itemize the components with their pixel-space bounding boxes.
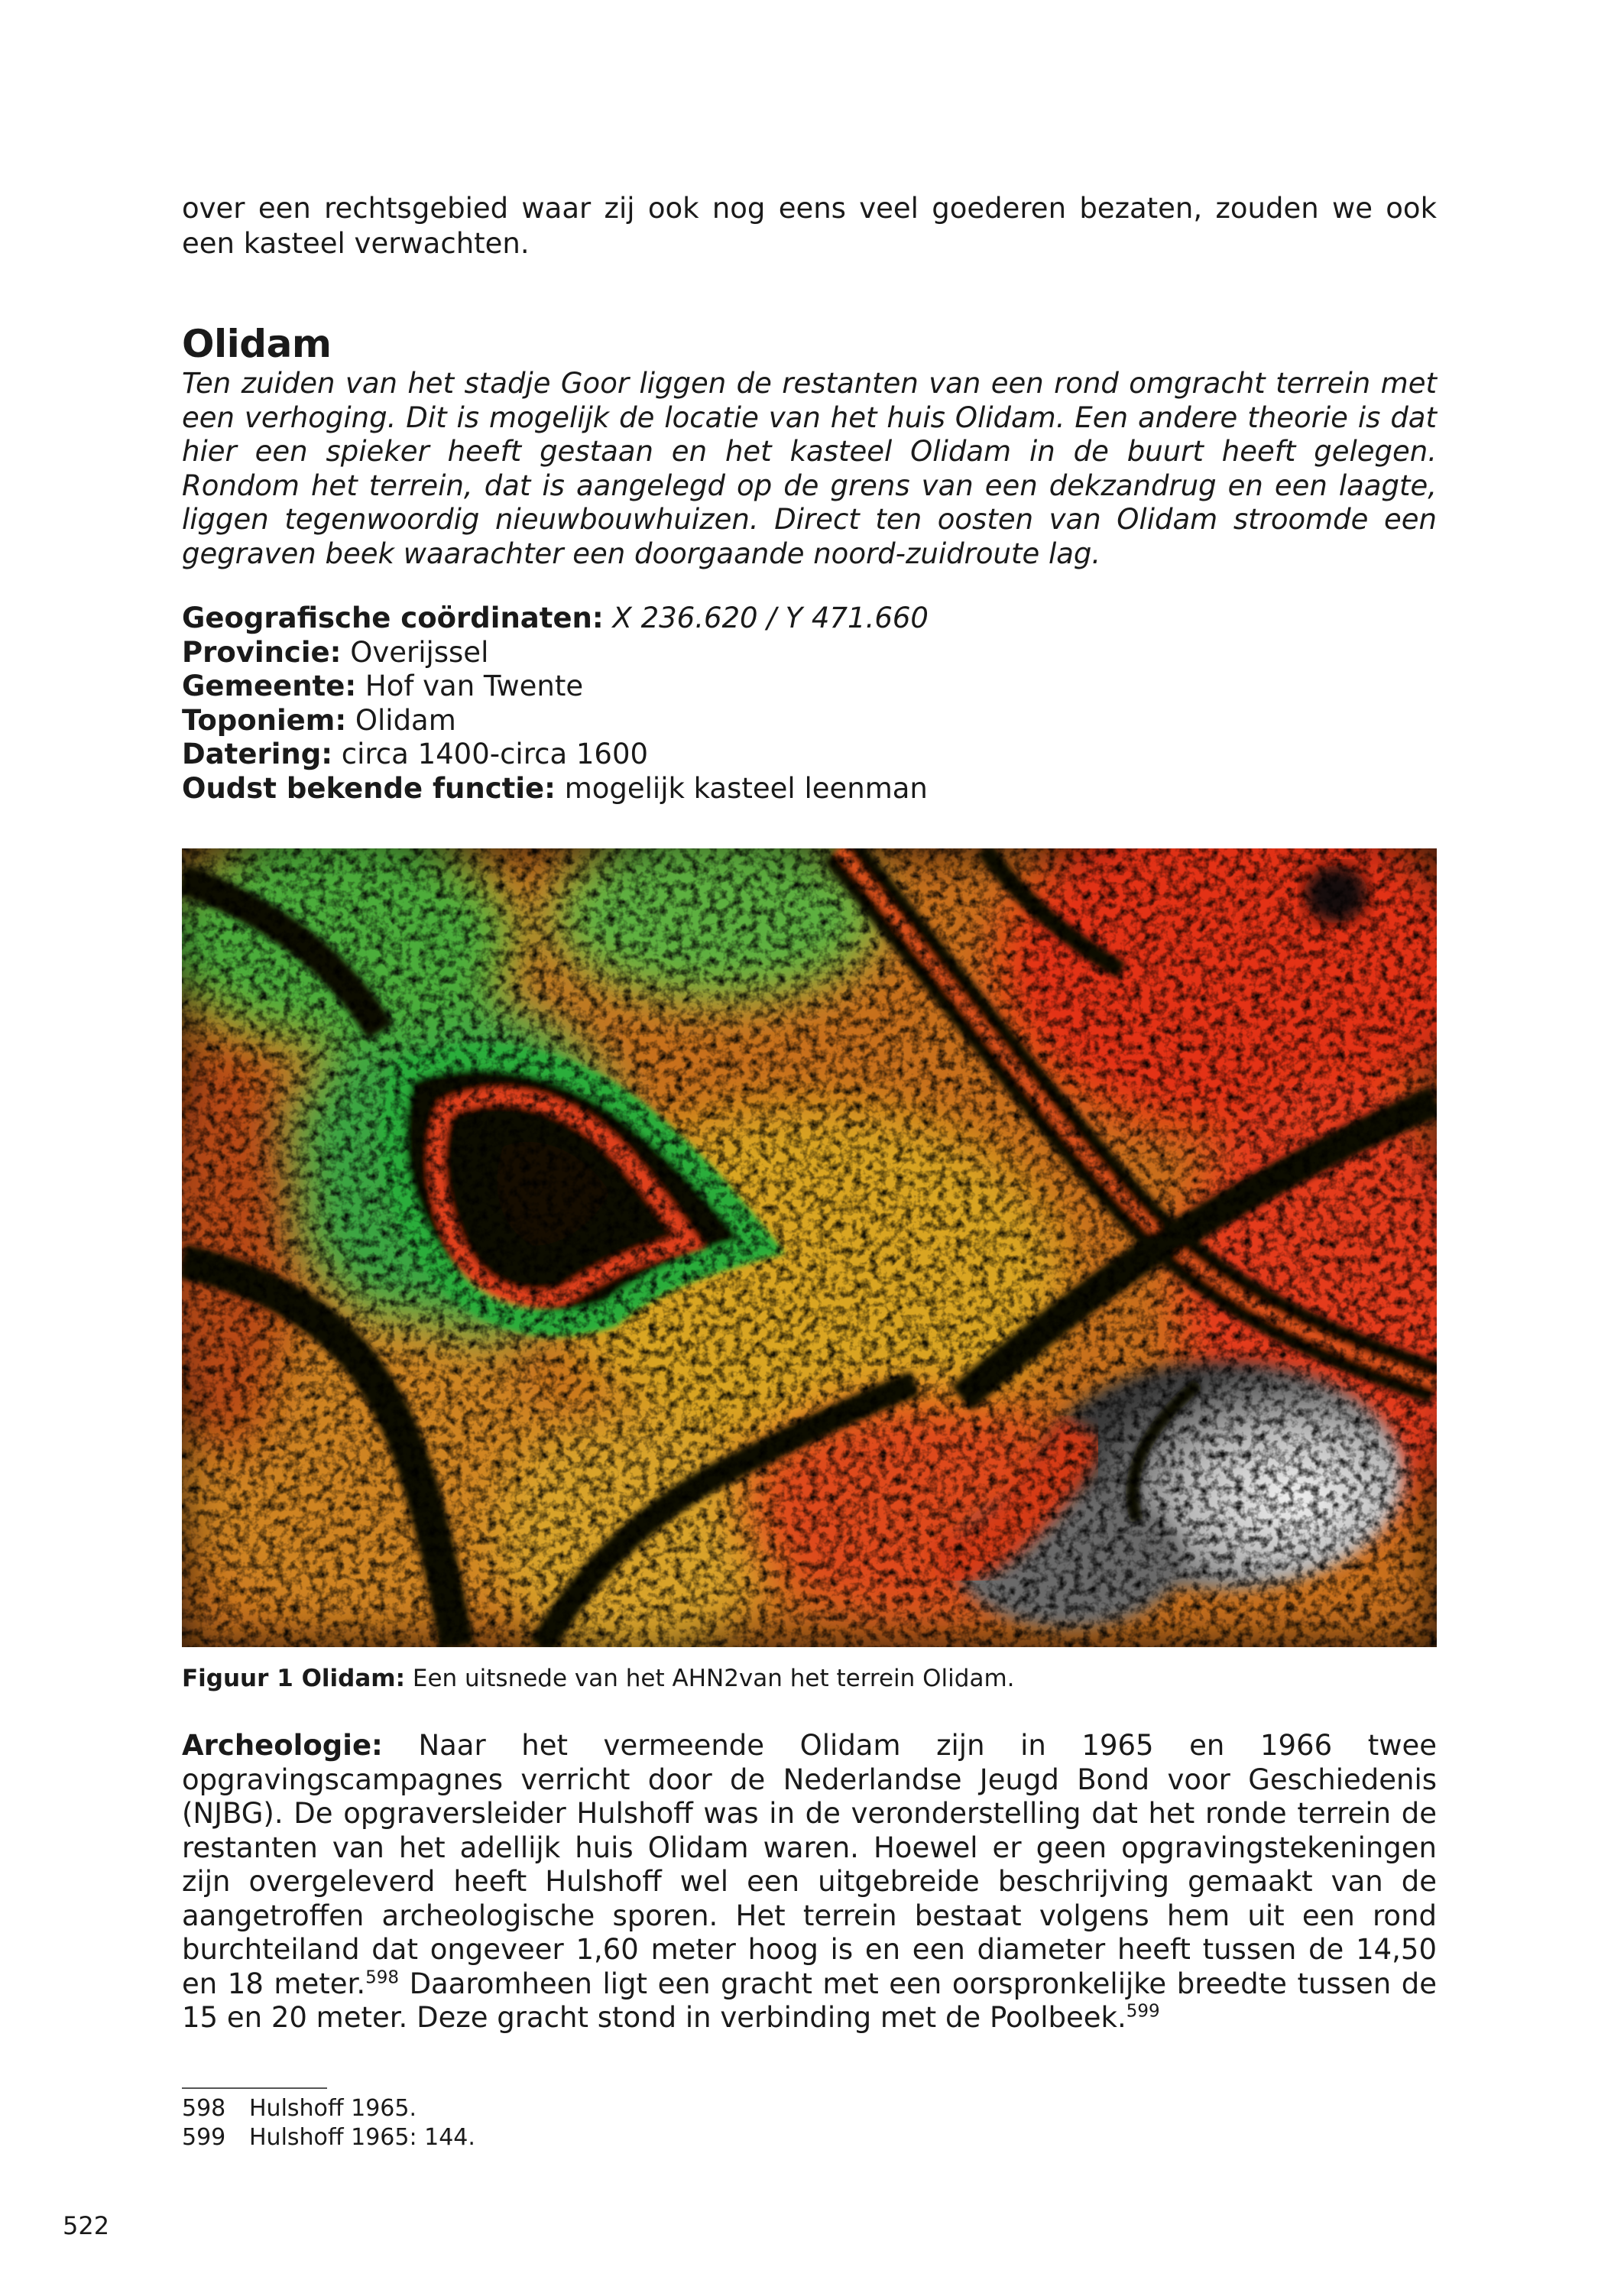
metadata-label: Toponiem: <box>182 703 347 737</box>
figure-caption-text: Een uitsnede van het AHN2van het terrein Olidam. <box>412 1665 1015 1692</box>
footnote-number: 598 <box>182 2095 226 2122</box>
metadata-list <box>182 602 1437 806</box>
archeologie-text-b: Daaromheen ligt een gracht met een oorspronkelijke breedte tussen de 15 en 20 meter. Deze gracht stond in verbinding met de Poolbeek. <box>182 1967 1437 2034</box>
footnote-number: 599 <box>182 2124 226 2151</box>
metadata-value: Olidam <box>355 703 456 737</box>
figure-caption <box>182 1663 1437 1694</box>
footnote-598 <box>182 2094 1437 2123</box>
metadata-row-gemeente <box>182 670 1437 704</box>
metadata-row-toponiem <box>182 704 1437 738</box>
metadata-value: X 236.620 / Y 471.660 <box>612 602 929 634</box>
footnote-599 <box>182 2123 1437 2152</box>
metadata-label: Geografische coördinaten: <box>182 602 604 634</box>
archeologie-paragraph <box>182 1729 1437 2035</box>
archeologie-text-a: Naar het vermeende Olidam zijn in 1965 en 1966 twee opgravingscampagnes verricht door de Nederlandse Jeugd Bond voor Geschiedenis (NJBG). De opgraversleider Hulshoff was in de veronderstelling dat het ronde terrein de restanten van het adellijk huis Olidam waren. Hoewel er geen opgravingstekeningen zijn overgeleverd heeft Hulshoff wel een uitgebreide beschrijving gemaakt van de aangetroffen archeologische sporen. Het terrein bestaat volgens hem uit een rond burchteiland dat ongeveer 1,60 meter hoog is en een diameter heeft tussen de 14,50 en 18 meter. <box>182 1729 1438 2000</box>
relief-map-graphic <box>182 848 1437 1647</box>
metadata-value: Overijssel <box>350 635 489 669</box>
page-number: 522 <box>63 2211 110 2240</box>
metadata-row-functie <box>182 772 1437 806</box>
footnotes <box>182 2094 1437 2152</box>
metadata-label: Gemeente: <box>182 670 357 702</box>
metadata-label: Datering: <box>182 738 333 770</box>
footnote-ref-598[interactable]: 598 <box>365 1967 399 1988</box>
summary-paragraph: Ten zuiden van het stadje Goor liggen de restanten van een rond omgracht terrein met een verhoging. Dit is mogelijk de locatie van het huis Olidam. Een andere theorie is dat hier een spieker heeft gestaan en het kasteel Olidam in de buurt heeft gelegen. Rondom het terrein, dat is aangelegd op de grens van een dekzandrug en een laagte, liggen tegenwoordig nieuwbouwhuizen. Direct ten oosten van Olidam stroomde een gegraven beek waarachter een doorgaande noord-zuidroute lag. <box>182 367 1437 570</box>
metadata-label: Provincie: <box>182 635 342 669</box>
metadata-label: Oudst bekende functie: <box>182 771 556 805</box>
section-title: Olidam <box>182 322 332 366</box>
ahn2-relief-map-image <box>182 848 1437 1647</box>
metadata-value: Hof van Twente <box>365 670 584 702</box>
footnote-text: Hulshoff 1965. <box>249 2095 417 2122</box>
metadata-row-provincie <box>182 636 1437 670</box>
metadata-value: mogelijk kasteel leenman <box>564 771 928 805</box>
metadata-value: circa 1400-circa 1600 <box>341 738 649 770</box>
intro-paragraph: over een rechtsgebied waar zij ook nog eens veel goederen bezaten, zouden we ook een kasteel verwachten. <box>182 192 1437 260</box>
footnote-divider <box>182 2087 327 2089</box>
footnote-text: Hulshoff 1965: 144. <box>249 2124 475 2151</box>
archeologie-label: Archeologie: <box>182 1729 383 1762</box>
footnote-ref-599[interactable]: 599 <box>1126 2001 1160 2022</box>
metadata-row-coordinates <box>182 602 1437 636</box>
figure-caption-label: Figuur 1 Olidam: <box>182 1665 405 1692</box>
metadata-row-datering <box>182 738 1437 772</box>
